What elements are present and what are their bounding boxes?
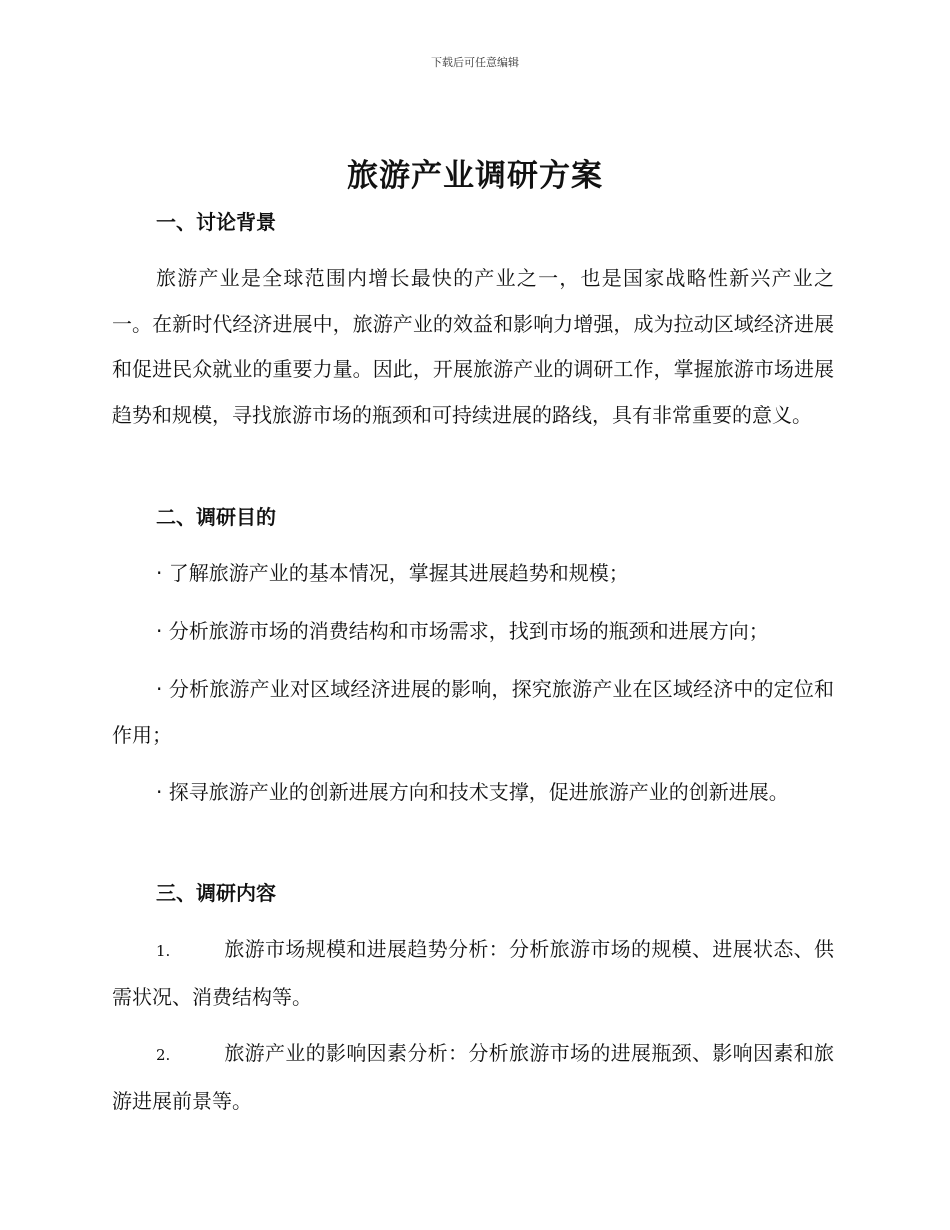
list-item: · 分析旅游产业对区域经济进展的影响，探究旅游产业在区域经济中的定位和作用； <box>112 677 834 747</box>
list-item: · 了解旅游产业的基本情况，掌握其进展趋势和规模； <box>156 561 629 585</box>
list-item: · 探寻旅游产业的创新进展方向和技术支撑，促进旅游产业的创新进展。 <box>156 780 789 804</box>
paragraph-background: 旅游产业是全球范围内增长最快的产业之一，也是国家战略性新兴产业之一。在新时代经济进展中，旅游产业的效益和影响力增强，成为拉动区域经济进展和促进民众就业的重要力量。因此，开展旅游产业的调研工作，掌握旅游市场进展趋势和规模，寻找旅游市场的瓶颈和可持续进展的路线，具有非常重要的意义。 <box>112 266 834 427</box>
numbered-item <box>112 927 834 1020</box>
item-number: 1. <box>156 942 171 960</box>
section-heading-content: 三、调研内容 <box>156 881 276 905</box>
header-note: 下载后可任意编辑 <box>431 56 519 69</box>
section-heading-purpose: 二、调研目的 <box>156 505 276 529</box>
numbered-item <box>112 1031 834 1124</box>
item-text: 旅游产业的影响因素分析：分析旅游市场的进展瓶颈、影响因素和旅游进展前景等。 <box>112 1041 834 1113</box>
document-title: 旅游产业调研方案 <box>347 158 603 194</box>
section-heading-background: 一、讨论背景 <box>156 210 276 234</box>
item-text: 旅游市场规模和进展趋势分析：分析旅游市场的规模、进展状态、供需状况、消费结构等。 <box>112 937 834 1009</box>
item-number: 2. <box>156 1046 171 1064</box>
list-item: · 分析旅游市场的消费结构和市场需求，找到市场的瓶颈和进展方向； <box>156 619 769 643</box>
